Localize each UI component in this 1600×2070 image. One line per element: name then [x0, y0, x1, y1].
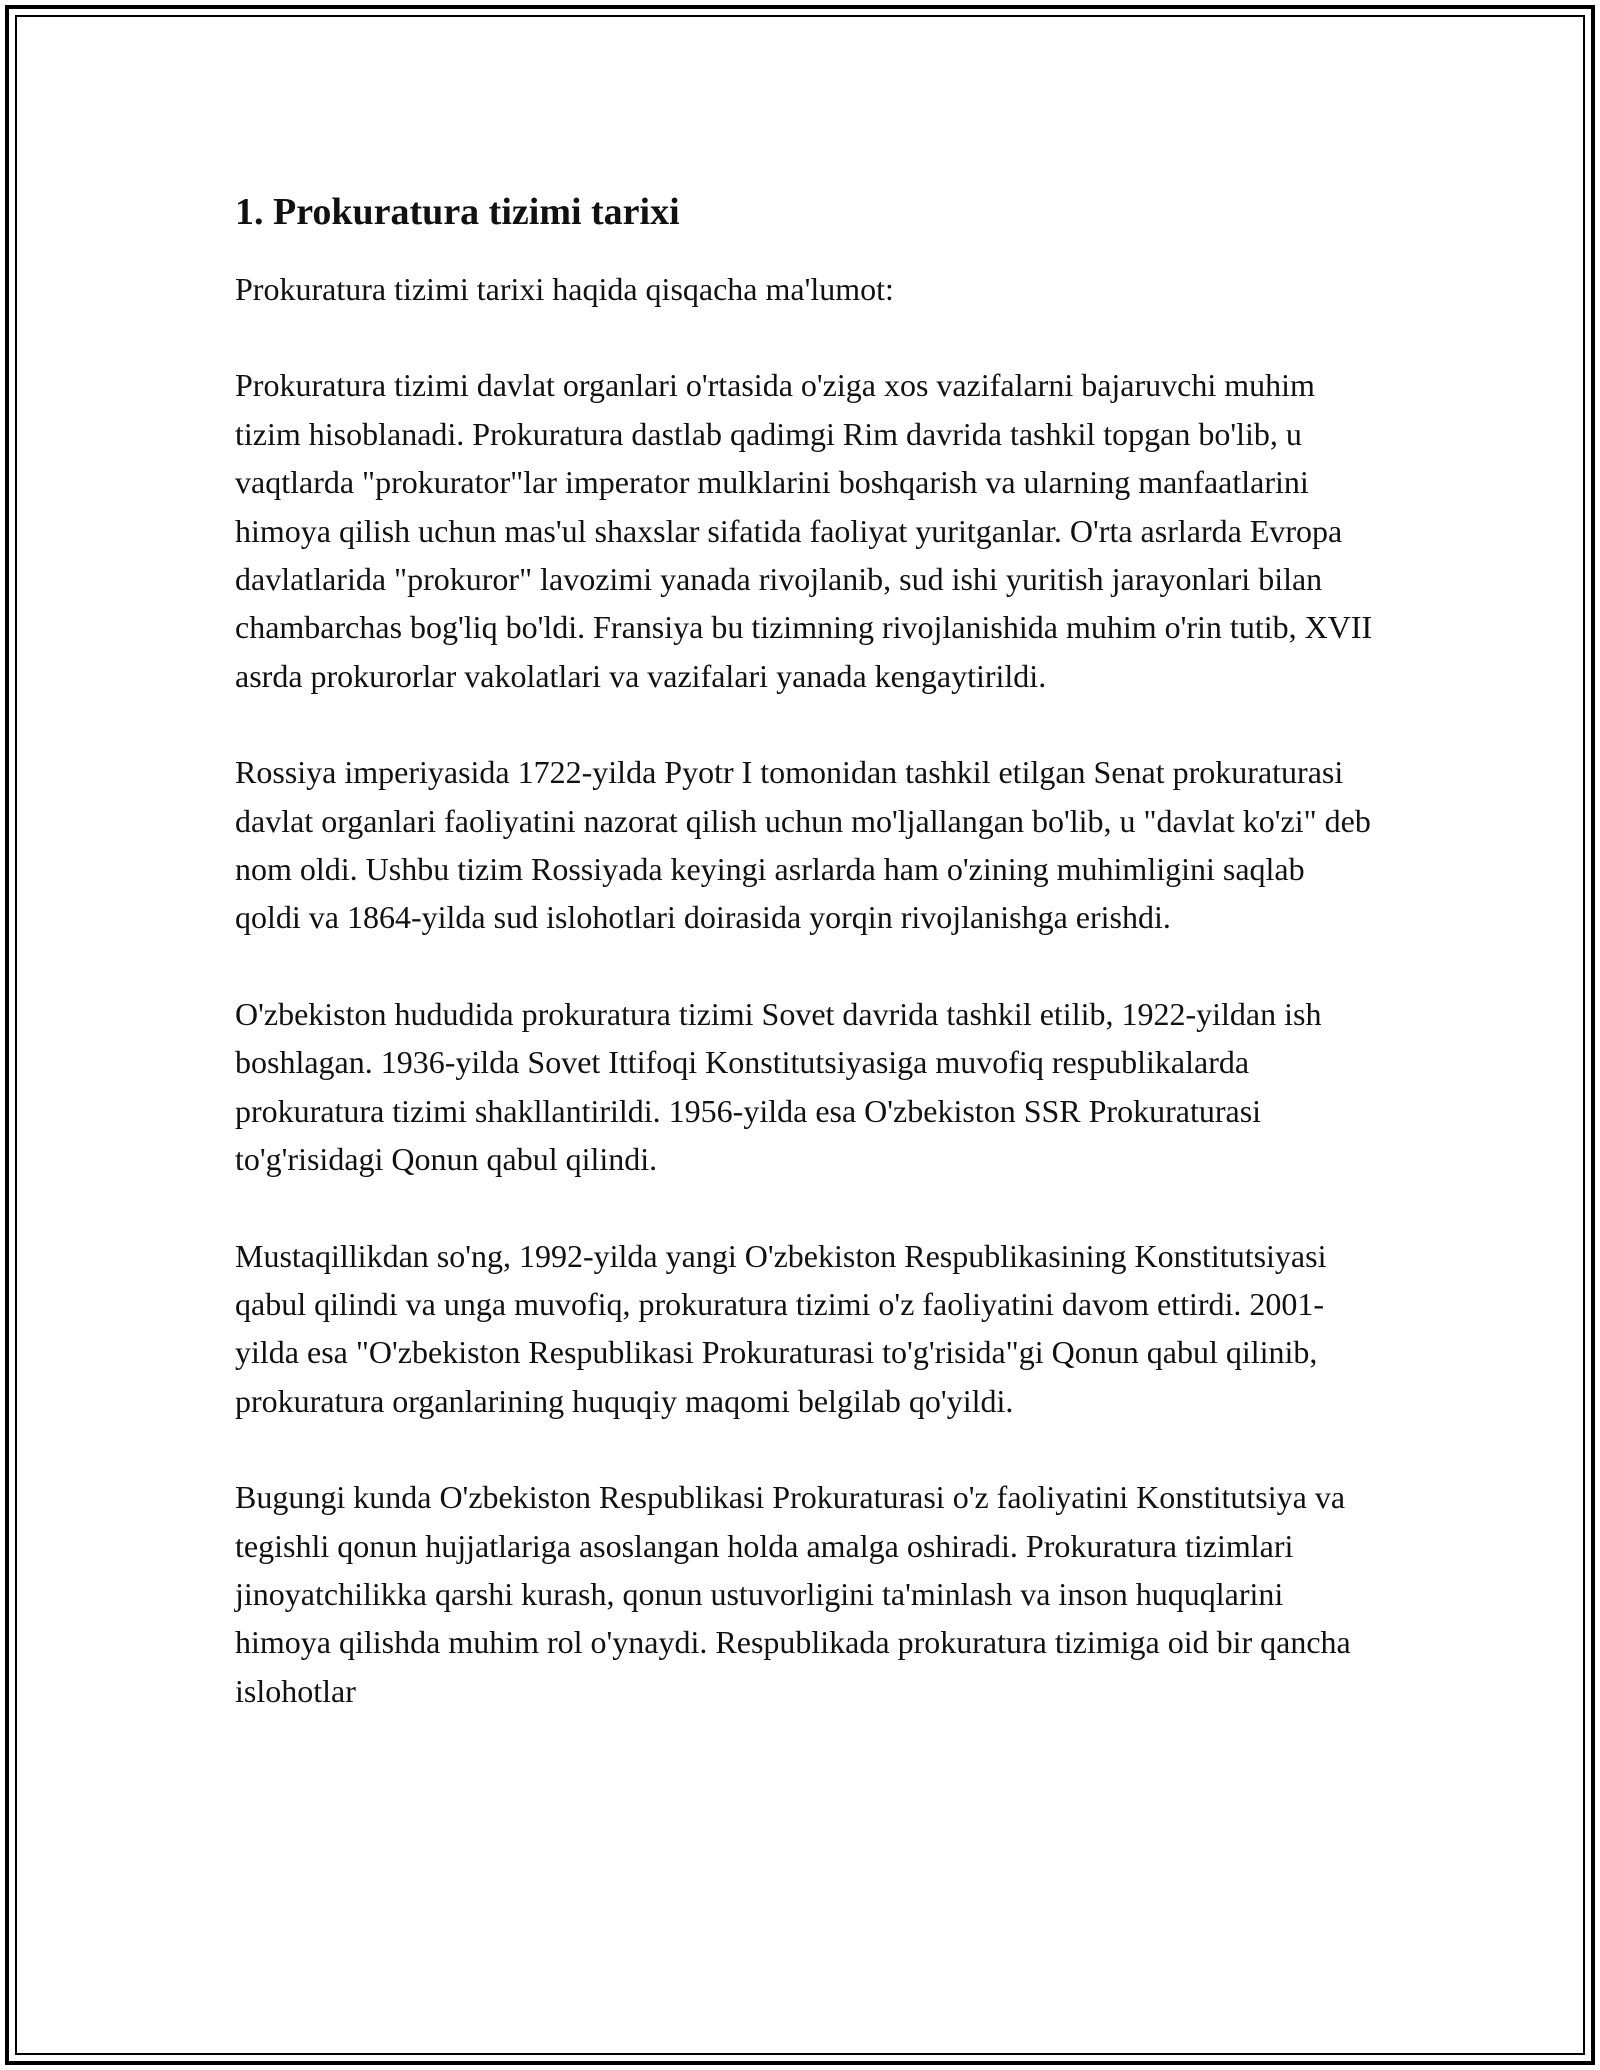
- paragraph-soviet-period: O'zbekiston hududida prokuratura tizimi Sovet davrida tashkil etilib, 1922-yildan ish boshlagan. 1936-yilda Sovet Ittifoqi Konstitutsiyasiga muvofiq respublikalarda prokuratura tizimi shakllantirildi. 1956-yilda esa O'zbekiston SSR Prokuraturasi to'g'risidagi Qonun qabul qilindi.: [235, 995, 1322, 1178]
- intro-paragraph: Prokuratura tizimi tarixi haqida qisqacha ma'lumot:: [235, 271, 894, 307]
- paragraph-present-day: Bugungi kunda O'zbekiston Respublikasi Prokuraturasi o'z faoliyatini Konstitutsiya va tegishli qonun hujjatlariga asoslangan holda amalga oshiradi. Prokuratura tizimlari jinoyatchilikka qarshi kurash, qonun ustuvorligini ta'minlash va inson huquqlarini himoya qilishda muhim rol o'ynaydi. Respublikada prokuratura tizimiga oid bir qancha islohotlar: [235, 1479, 1351, 1709]
- paragraph-roman-europe: Prokuratura tizimi davlat organlari o'rtasida o'ziga xos vazifalarni bajaruvchi muhim tizim hisoblanadi. Prokuratura dastlab qadimgi Rim davrida tashkil topgan bo'lib, u vaqtlarda "prokurator"lar imperator mulklarini boshqarish va ularning manfaatlarini himoya qilish uchun mas'ul shaxslar sifatida faoliyat yuritganlar. O'rta asrlarda Evropa davlatlarida "prokuror" lavozimi yanada rivojlanib, sud ishi yuritish jarayonlari bilan chambarchas bog'liq bo'ldi. Fransiya bu tizimning rivojlanishida muhim o'rin tutib, XVII asrda prokurorlar vakolatlari va vazifalari yanada kengaytirildi.: [235, 367, 1373, 694]
- paragraph-russian-empire: Rossiya imperiyasida 1722-yilda Pyotr I tomonidan tashkil etilgan Senat prokuraturasi davlat organlari faoliyatini nazorat qilish uchun mo'ljallangan bo'lib, u "davlat ko'zi" deb nom oldi. Ushbu tizim Rossiyada keyingi asrlarda ham o'zining muhimligini saqlab qoldi va 1864-yilda sud islohotlari doirasida yorqin rivojlanishga erishdi.: [235, 754, 1371, 936]
- paragraph-independence: Mustaqillikdan so'ng, 1992-yilda yangi O'zbekiston Respublikasining Konstitutsiyasi qabul qilindi va unga muvofiq, prokuratura tizimi o'z faoliyatini davom ettirdi. 2001-yilda esa "O'zbekiston Respublikasi Prokuraturasi to'g'risida"gi Qonun qabul qilinib, prokuratura organlarining huquqiy maqomi belgilab qo'yildi.: [235, 1237, 1327, 1419]
- document-page: [235, 186, 1375, 1763]
- section-heading: 1. Prokuratura tizimi tarixi: [235, 191, 680, 233]
